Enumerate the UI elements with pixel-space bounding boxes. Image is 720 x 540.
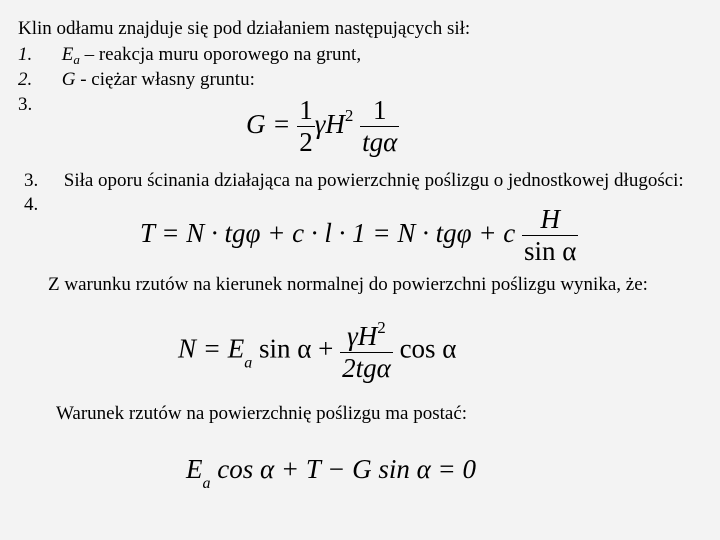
eq2-num: H: [522, 204, 578, 236]
list-item-2: [18, 70, 255, 89]
equation-normal: [178, 318, 456, 384]
eq4-lhs: E: [186, 454, 203, 484]
eq1-frac1-num: 1: [297, 95, 315, 127]
equation-weight: [246, 95, 399, 158]
eq2-left: T = N · tgφ + c · l · 1 = N · tgφ + c: [140, 217, 516, 248]
list-marker: 4.: [24, 194, 39, 215]
list-item-text: – reakcja muru oporowego na grunt,: [79, 44, 362, 65]
symbol-g: G: [61, 69, 76, 90]
eq1-frac2-den: tgα: [362, 127, 398, 158]
eq1-lhs: G =: [246, 108, 291, 139]
paragraph-normal: Z warunku rzutów na kierunek normalnej do powierzchni poślizgu wynika, że:: [48, 274, 648, 295]
list-item-1: [18, 45, 361, 66]
equation-shear: [140, 204, 578, 267]
eq3-mid: sin α +: [258, 333, 334, 364]
eq1-gamma: γ: [314, 108, 326, 139]
list-marker: 2.: [18, 69, 33, 90]
eq3-tail: cos α: [399, 333, 457, 364]
eq1-frac2-num: 1: [360, 95, 399, 127]
list-marker: 1.: [18, 44, 33, 65]
eq3-fraction: [340, 318, 393, 384]
intro-text: Klin odłamu znajduje się pod działaniem następujących sił:: [18, 18, 471, 39]
eq1-fraction-tg: [360, 95, 399, 158]
eq1-frac1-den: 2: [299, 127, 313, 158]
list-marker: 3.: [24, 170, 39, 191]
eq1-sup: 2: [344, 105, 354, 125]
eq3-sub: a: [244, 354, 253, 372]
eq1-h: H: [325, 108, 345, 139]
eq2-fraction: [522, 204, 578, 267]
eq3-lhs: N = E: [178, 333, 245, 364]
list-item-3: [18, 95, 32, 114]
eq3-num: γH: [347, 321, 378, 351]
paragraph-slip: Warunek rzutów na powierzchnię poślizgu ma postać:: [56, 403, 468, 424]
eq3-sup: 2: [377, 318, 386, 337]
equation-slip: [186, 456, 476, 492]
list-item-4: [24, 195, 38, 214]
eq4-sub: a: [202, 475, 211, 492]
eq3-den: 2tgα: [342, 353, 391, 384]
eq4-rest: cos α + T − G sin α = 0: [217, 454, 477, 484]
list-item-3b: [24, 171, 684, 190]
eq2-den: sin α: [524, 236, 577, 267]
list-item-text: Siła oporu ścinania działająca na powierzchnię poślizgu o jednostkowej długości:: [63, 170, 684, 191]
symbol-subscript: a: [73, 52, 80, 67]
eq1-fraction-half: [297, 95, 315, 158]
list-marker: 3.: [18, 94, 33, 115]
list-item-text: - ciężar własny gruntu:: [75, 69, 255, 90]
symbol-e: E: [61, 44, 74, 65]
